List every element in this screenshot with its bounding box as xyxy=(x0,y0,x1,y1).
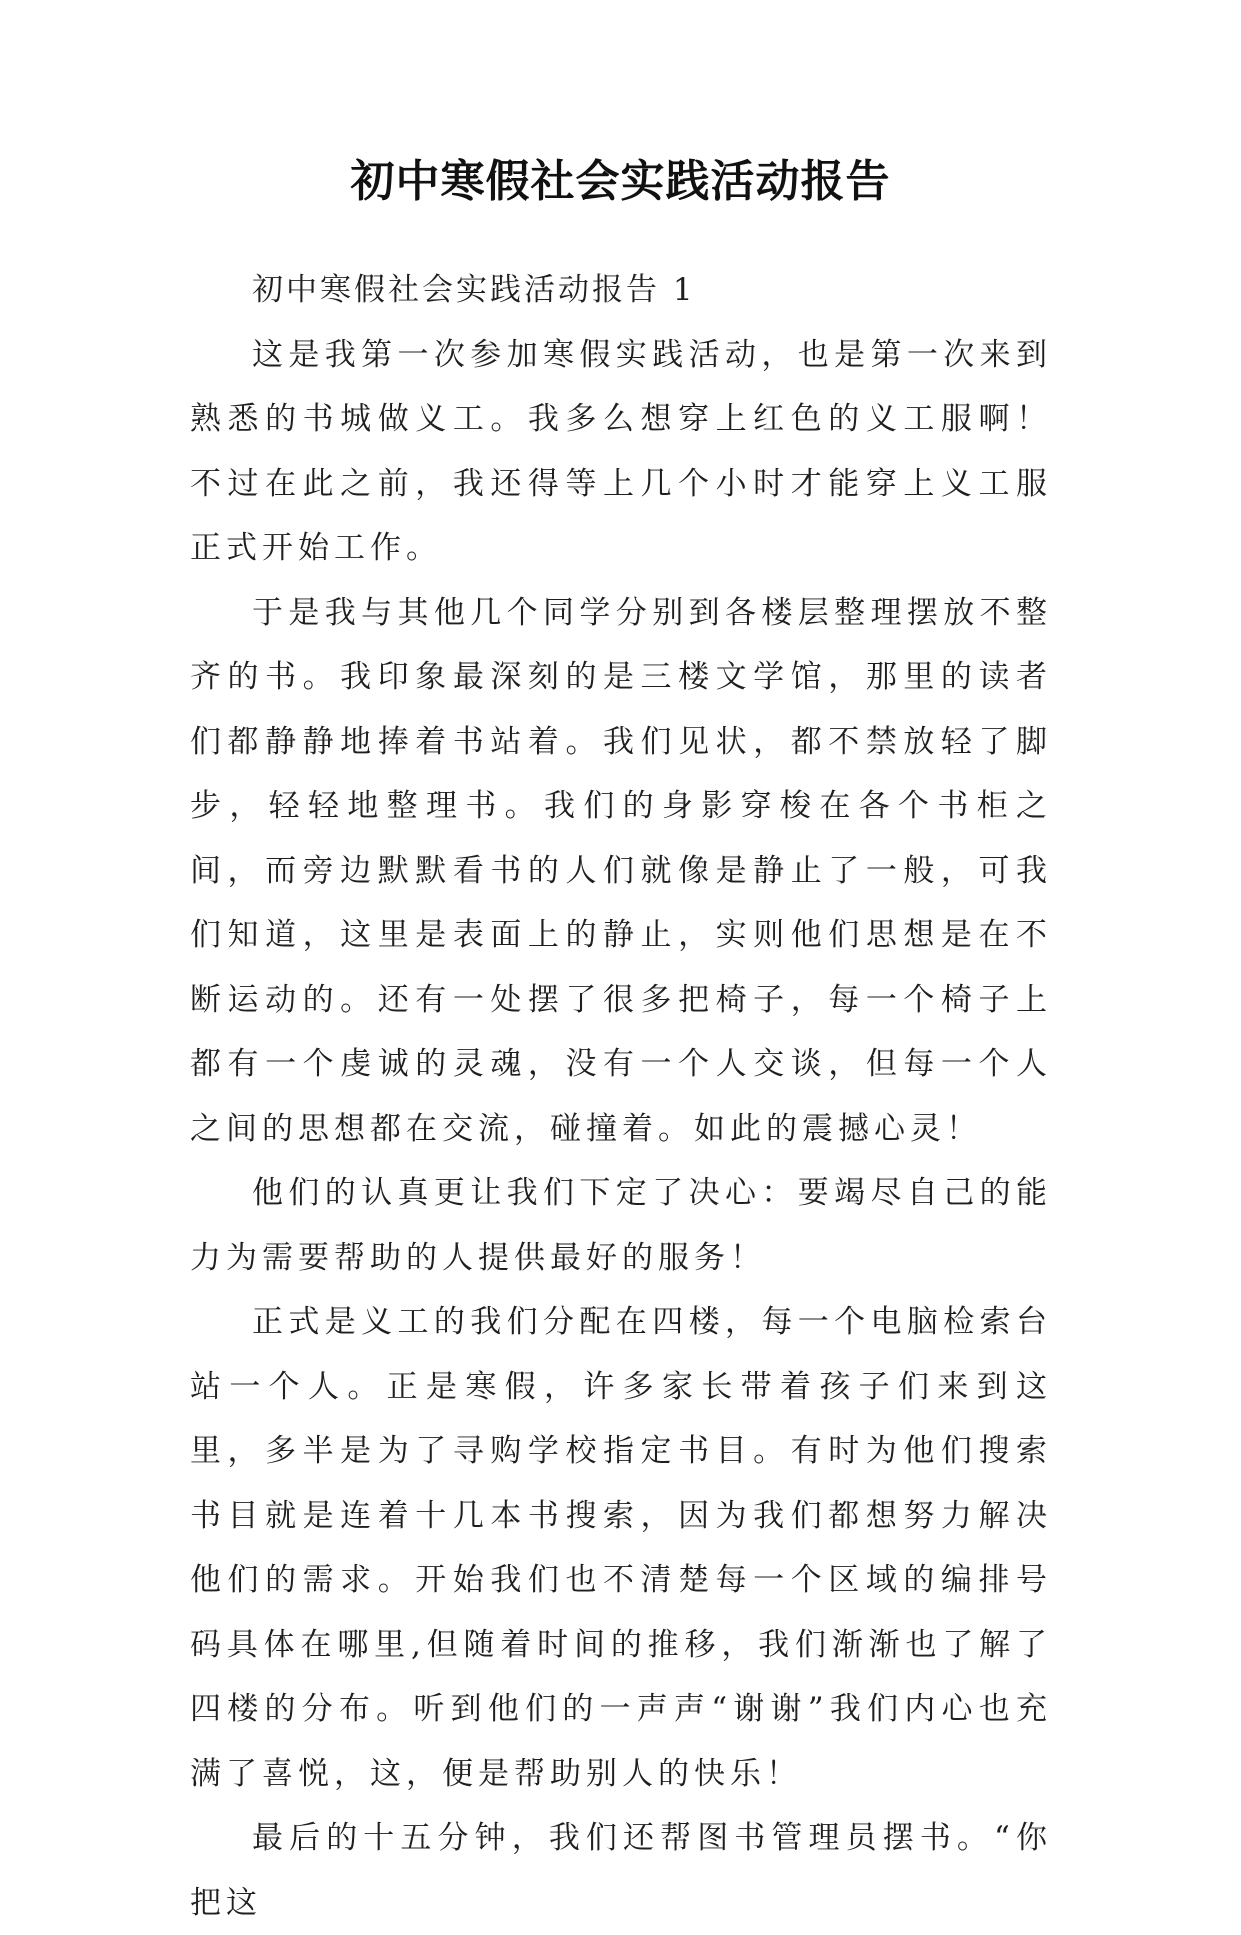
paragraph: 这是我第一次参加寒假实践活动，也是第一次来到熟悉的书城做义工。我多么想穿上红色的义工服啊！不过在此之前，我还得等上几个小时才能穿上义工服正式开始工作。 xyxy=(190,336,1052,566)
paragraph: 他们的认真更让我们下定了决心：要竭尽自己的能力为需要帮助的人提供最好的服务！ xyxy=(190,1175,1052,1276)
paragraph: 于是我与其他几个同学分别到各楼层整理摆放不整齐的书。我印象最深刻的是三楼文学馆，那里的读者们都静静地捧着书站着。我们见状，都不禁放轻了脚步，轻轻地整理书。我们的身影穿梭在各个书柜之间，而旁边默默看书的人们就像是静止了一般，可我们知道，这里是表面上的静止，实则他们思想是在不断运动的。还有一处摆了很多把椅子，每一个椅子上都有一个虔诚的灵魂，没有一个人交谈，但每一个人之间的思想都在交流，碰撞着。如此的震撼心灵！ xyxy=(190,594,1052,1147)
paragraph: 正式是义工的我们分配在四楼，每一个电脑检索台站一个人。正是寒假，许多家长带着孩子们来到这里，多半是为了寻购学校指定书目。有时为他们搜索书目就是连着十几本书搜索，因为我们都想努力解决他们的需求。开始我们也不清楚每一个区域的编排号码具体在哪里,但随着时间的推移，我们渐渐也了解了四楼的分布。听到他们的一声声“谢谢”我们内心也充满了喜悦，这，便是帮助别人的快乐！ xyxy=(190,1304,1052,1792)
section-heading: 初中寒假社会实践活动报告 1 xyxy=(252,272,696,308)
document-title: 初中寒假社会实践活动报告 xyxy=(350,156,891,207)
paragraph: 最后的十五分钟，我们还帮图书管理员摆书。“你把这 xyxy=(190,1820,1052,1921)
document-body xyxy=(190,258,1052,1935)
